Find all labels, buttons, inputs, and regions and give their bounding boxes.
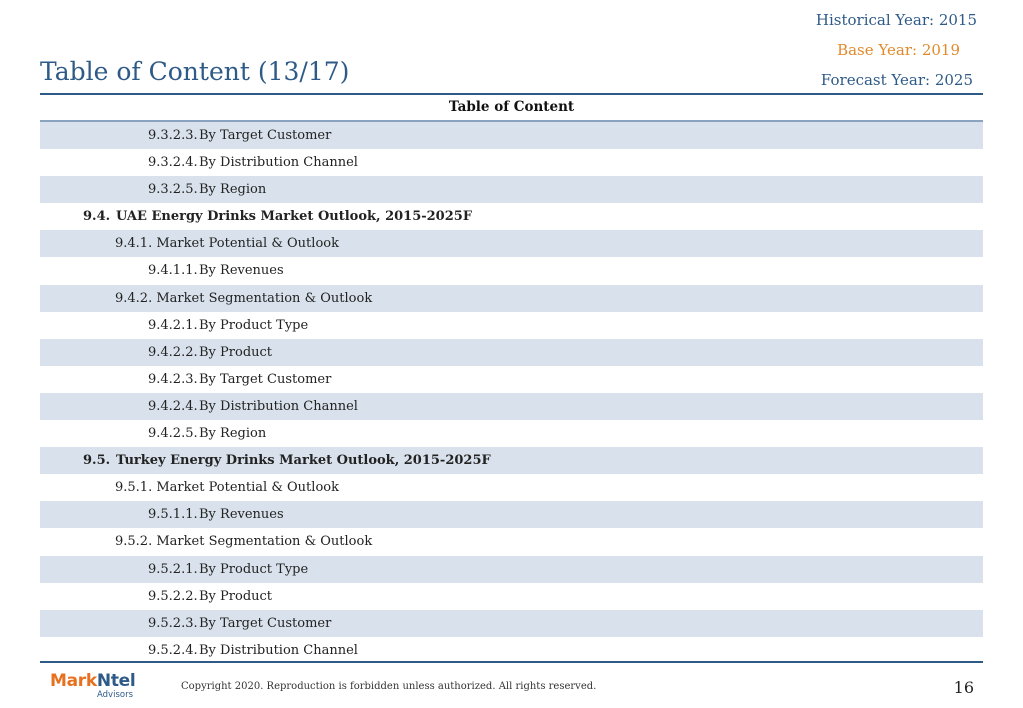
toc-row-number: 9.5. [83,453,111,469]
toc-table-heading: Table of Content [40,95,983,122]
toc-row-number: 9.4. [83,209,111,225]
toc-row [40,556,983,583]
toc-row-text: UAE Energy Drinks Market Outlook, 2015-2025F [116,209,473,225]
toc-row [40,393,983,420]
toc-row [40,176,983,203]
toc-row [40,257,983,284]
toc-row-number: 9.4.2. [115,290,153,306]
page-number: 16 [953,678,974,697]
toc-row [40,203,983,230]
toc-row [40,447,983,474]
toc-row [40,528,983,555]
toc-row-text: By Region [199,182,267,198]
toc-row [40,122,983,149]
toc-row-text: Market Potential & Outlook [156,480,339,496]
forecast-year: Forecast Year: 2025 [820,71,973,89]
toc-row-number: 9.5.2.4. [148,642,198,658]
toc-row-text: By Distribution Channel [199,398,358,414]
toc-row-number: 9.3.2.3. [148,128,198,143]
toc-row-text: By Product [199,344,273,360]
toc-row-text: By Product Type [199,317,309,333]
logo-subtitle: Advisors [97,690,134,700]
marknel-logo [50,672,140,702]
toc-row-number: 9.5.2. [115,534,153,550]
toc-row [40,474,983,501]
toc-row-text: By Target Customer [199,128,332,143]
toc-row-number: 9.4.2.1. [148,317,198,333]
toc-row-text: By Product Type [199,561,309,577]
toc-row [40,285,983,312]
toc-row [40,637,983,664]
base-year: Base Year: 2019 [837,41,960,59]
toc-row-text: By Target Customer [199,615,332,631]
toc-row [40,339,983,366]
toc-row-number: 9.4.2.3. [148,371,198,387]
table-bottom-divider [40,661,983,663]
toc-row-number: 9.5.2.2. [148,588,198,604]
toc-row-text: Turkey Energy Drinks Market Outlook, 2015-2025F [116,453,491,469]
toc-row-number: 9.4.1. [115,236,153,252]
toc-table [40,95,983,664]
toc-row-text: By Revenues [199,263,284,279]
toc-row-text: By Revenues [199,507,284,523]
toc-row-text: Market Segmentation & Outlook [156,534,373,550]
toc-row-number: 9.5.1.1. [148,507,198,523]
logo-mark-text: Mark [50,671,97,691]
toc-row-number: 9.5.2.3. [148,615,198,631]
toc-row [40,420,983,447]
toc-row-text: By Target Customer [199,371,332,387]
toc-row-text: Market Potential & Outlook [156,236,339,252]
toc-row-number: 9.5.1. [115,480,153,496]
toc-row-text: By Distribution Channel [199,642,358,658]
toc-row-number: 9.5.2.1. [148,561,198,577]
toc-rows [40,122,983,664]
toc-row-number: 9.4.1.1. [148,263,198,279]
toc-row-text: Market Segmentation & Outlook [156,290,373,306]
toc-row [40,610,983,637]
toc-row [40,501,983,528]
toc-row-text: By Distribution Channel [199,155,358,171]
toc-row-number: 9.3.2.5. [148,182,198,198]
toc-row-number: 9.4.2.4. [148,398,198,414]
page-title: Table of Content (13/17) [40,57,350,86]
toc-row-number: 9.3.2.4. [148,155,198,171]
toc-row-number: 9.4.2.5. [148,426,198,442]
historical-year: Historical Year: 2015 [815,11,977,29]
toc-row [40,149,983,176]
toc-row [40,312,983,339]
logo-ntel-text: Ntel [96,671,136,691]
toc-row [40,366,983,393]
toc-row-number: 9.4.2.2. [148,344,198,360]
copyright-notice: Copyright 2020. Reproduction is forbidden unless authorized. All rights reserved. [181,681,597,692]
toc-row [40,583,983,610]
toc-row-text: By Product [199,588,273,604]
toc-row [40,230,983,257]
toc-row-text: By Region [199,426,267,442]
